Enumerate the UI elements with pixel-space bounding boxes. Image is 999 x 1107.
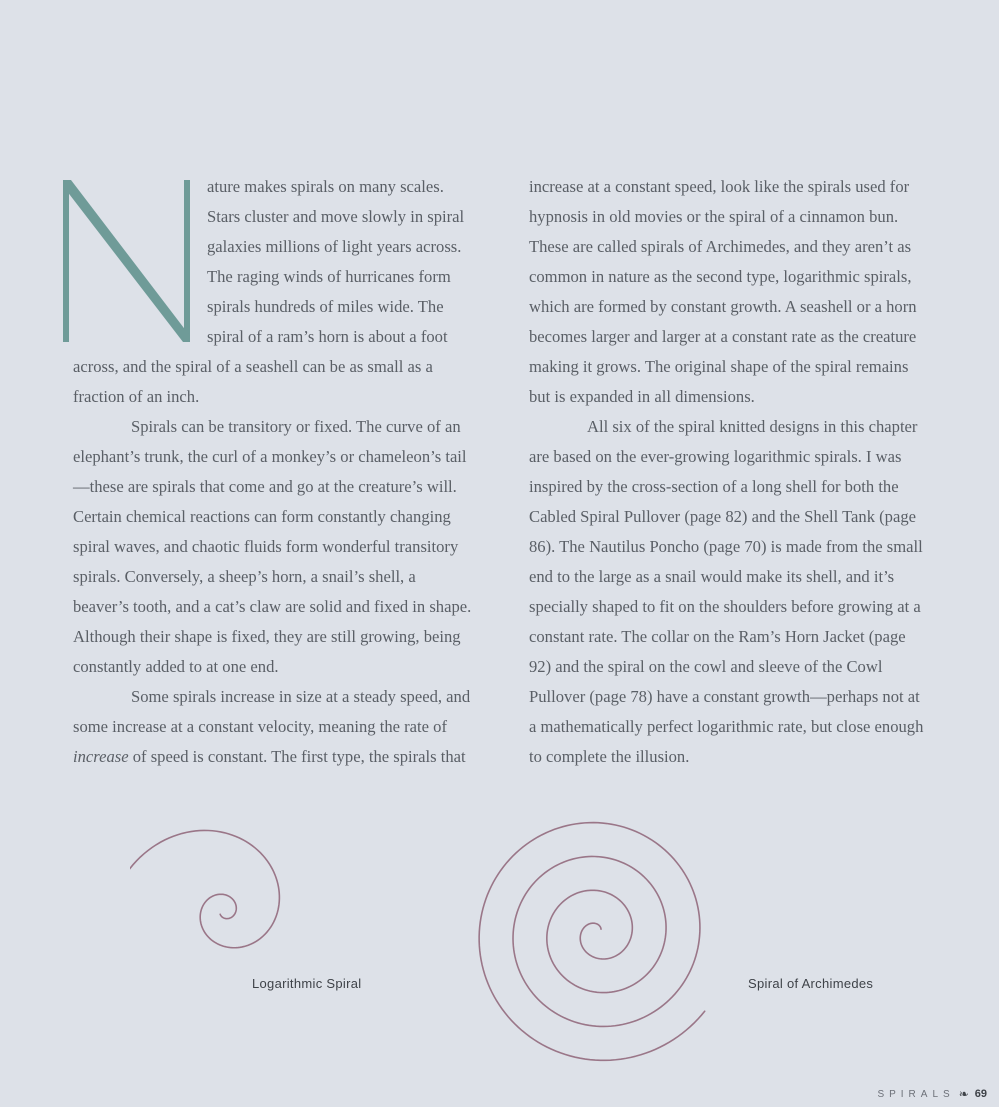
page-footer [877,1087,987,1101]
paragraph: ature makes spirals on many scales. Stars cluster and move slowly in spiral galaxies millions of light years across. The raging winds of hurricanes form spirals hundreds of miles wide. The spiral of a ram’s horn is about a foot across, and the spiral of a seashell can be as small as a fraction of an inch. [73,177,465,406]
paragraph: All six of the spiral knitted designs in this chapter are based on the ever-growing logarithmic spirals. I was inspired by the cross-section of a long shell for both the Cabled Spiral Pullover (page 82) and the Shell Tank (page 86). The Nautilus Poncho (page 70) is made from the small end to the large as a snail would make its shell, and it’s specially shaped to fit on the shoulders before growing at a constant rate. The collar on the Ram’s Horn Jacket (page 92) and the spiral on the cowl and sleeve of the Cowl Pullover (page 78) have a constant growth—perhaps not at a mathematically perfect logarithmic rate, but close enough to complete the illusion. [529,417,924,766]
dropcap-letter-n [63,176,203,346]
archimedes-spiral-illustration [440,785,750,1075]
page-number: 69 [974,1088,987,1100]
text-span: Some spirals increase in size at a steady speed, and some increase at a constant velocity, meaning the rate of [73,687,471,736]
archimedes-spiral-curve [479,823,705,1061]
paragraph [73,682,473,772]
italic-emphasis: increase [73,747,129,766]
logarithmic-spiral-illustration [130,785,410,985]
logarithmic-spiral-curve [130,830,279,985]
text-span: of speed is constant. The first type, the spirals that [128,747,466,766]
caption-logarithmic-spiral: Logarithmic Spiral [252,976,362,991]
paragraph: Spirals can be transitory or fixed. The curve of an elephant’s trunk, the curl of a monkey’s or chameleon’s tail—these are spirals that come and go at the creature’s will. Certain chemical reactions can form constantly changing spiral waves, and chaotic fluids form wonderful transitory spirals. Conversely, a sheep’s horn, a snail’s shell, a beaver’s tooth, and a cat’s claw are solid and fixed in shape. Although their shape is fixed, they are still growing, being constantly added to at one end. [73,417,472,676]
caption-spiral-of-archimedes: Spiral of Archimedes [748,976,874,991]
ornament-icon: ❧ [958,1087,969,1101]
paragraph: increase at a constant speed, look like the spirals used for hypnosis in old movies or the spiral of a cinnamon bun. These are called spirals of Archimedes, and they aren’t as common in nature as the second type, logarithmic spirals, which are formed by constant growth. A seashell or a horn becomes larger and larger at a constant rate as the creature making it grows. The original shape of the spiral remains but is expanded in all dimensions. [529,177,917,406]
left-column [73,172,473,772]
right-column [529,172,929,772]
dropcap [73,176,207,344]
running-head: SPIRALS [877,1088,955,1100]
